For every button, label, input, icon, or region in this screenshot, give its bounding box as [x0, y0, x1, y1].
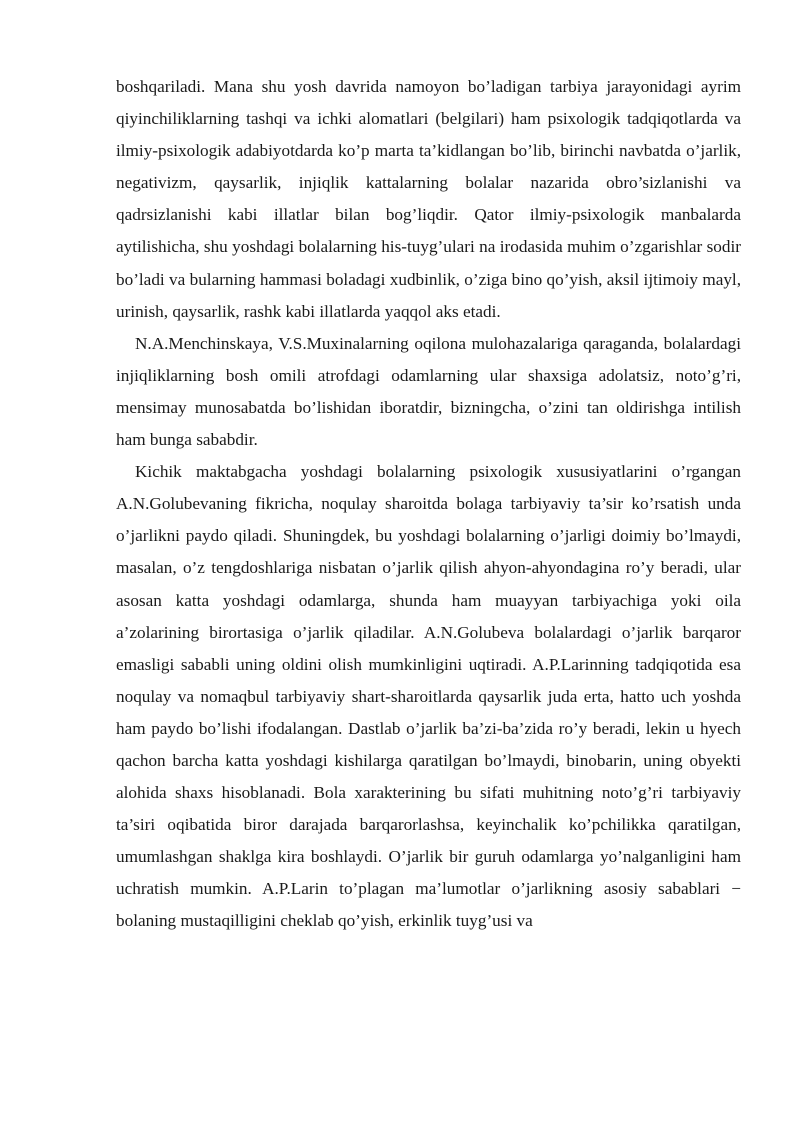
paragraph-golubeva: Kichik maktabgacha yoshdagi bolalarning psixologik xususiyatlarini o’rgangan A.N.Golubevaning fikricha, noqulay sharoitda bolaga tarbiyaviy ta’sir ko’rsatish unda o’jarlikni paydo qiladi. Shuningdek, bu yoshdagi bolalarning o’jarligi doimiy bo’lmaydi, masalan, o’z tengdoshlariga nisbatan o’jarlik qilish ahyon-ahyondagina ro’y beradi, ular asosan katta yoshdagi odamlarga, shunda ham muayyan tarbiyachiga yoki oila a’zolarining birortasiga o’jarlik qiladilar. A.N.Golubeva bolalardagi o’jarlik barqaror emasligi sababli uning oldini olish mumkinligini uqtiradi. A.P.Larinning tadqiqotida esa noqulay va nomaqbul tarbiyaviy shart-sharoitlarda qaysarlik juda erta, hatto uch yoshda ham paydo bo’lishi ifodalangan. Dastlab o’jarlik ba’zi-ba’zida ro’y beradi, lekin u hyech qachon barcha katta yoshdagi kishilarga qaratilgan bo’lmaydi, binobarin, uning obyekti alohida shaxs hisoblanadi. Bola xarakterining bu sifati muhitning noto’g’ri tarbiyaviy ta’siri oqibatida biror darajada barqarorlashsa, keyinchalik ko’pchilikka qaratilgan, umumlashgan shaklga kira boshlaydi. O’jarlik bir guruh odamlarga yo’nalganligini ham uchratish mumkin. A.P.Larin to’plagan ma’lumotlar o’jarlikning asosiy sabablari − bolaning mustaqilligini cheklab qo’yish, erkinlik tuyg’usi va — [116, 462, 741, 931]
paragraph-continuation: boshqariladi. Mana shu yosh davrida namoyon bo’ladigan tarbiya jarayonidagi ayrim qiyinchiliklarning tashqi va ichki alomatlari (belgilari) ham psixologik tadqiqotlarda va ilmiy-psixologik adabiyotdarda ko’p marta ta’kidlangan bo’lib, birinchi navbatda o’jarlik, negativizm, qaysarlik, injiqlik kattalarning bolalar nazarida obro’sizlanishi va qadrsizlanishi kabi illatlar bilan bog’liqdir. Qator ilmiy-psixologik manbalarda aytilishicha, shu yoshdagi bolalarning his-tuyg’ulari na irodasida muhim o’zgarishlar sodir bo’ladi va bularning hammasi boladagi xudbinlik, o’ziga bino qo’yish, aksil ijtimoiy mayl, urinish, qaysarlik, rashk kabi illatlarda yaqqol aks etadi. — [116, 77, 741, 321]
paragraph-menchinskaya: N.A.Menchinskaya, V.S.Muxinalarning oqilona mulohazalariga qaraganda, bolalardagi injiqliklarning bosh omili atrofdagi odamlarning ular shaxsiga adolatsiz, noto’g’ri, mensimay munosabatda bo’lishidan iboratdir, bizningcha, o’zini tan oldirishga intilish ham bunga sababdir. — [116, 333, 741, 450]
body-text — [116, 71, 741, 938]
